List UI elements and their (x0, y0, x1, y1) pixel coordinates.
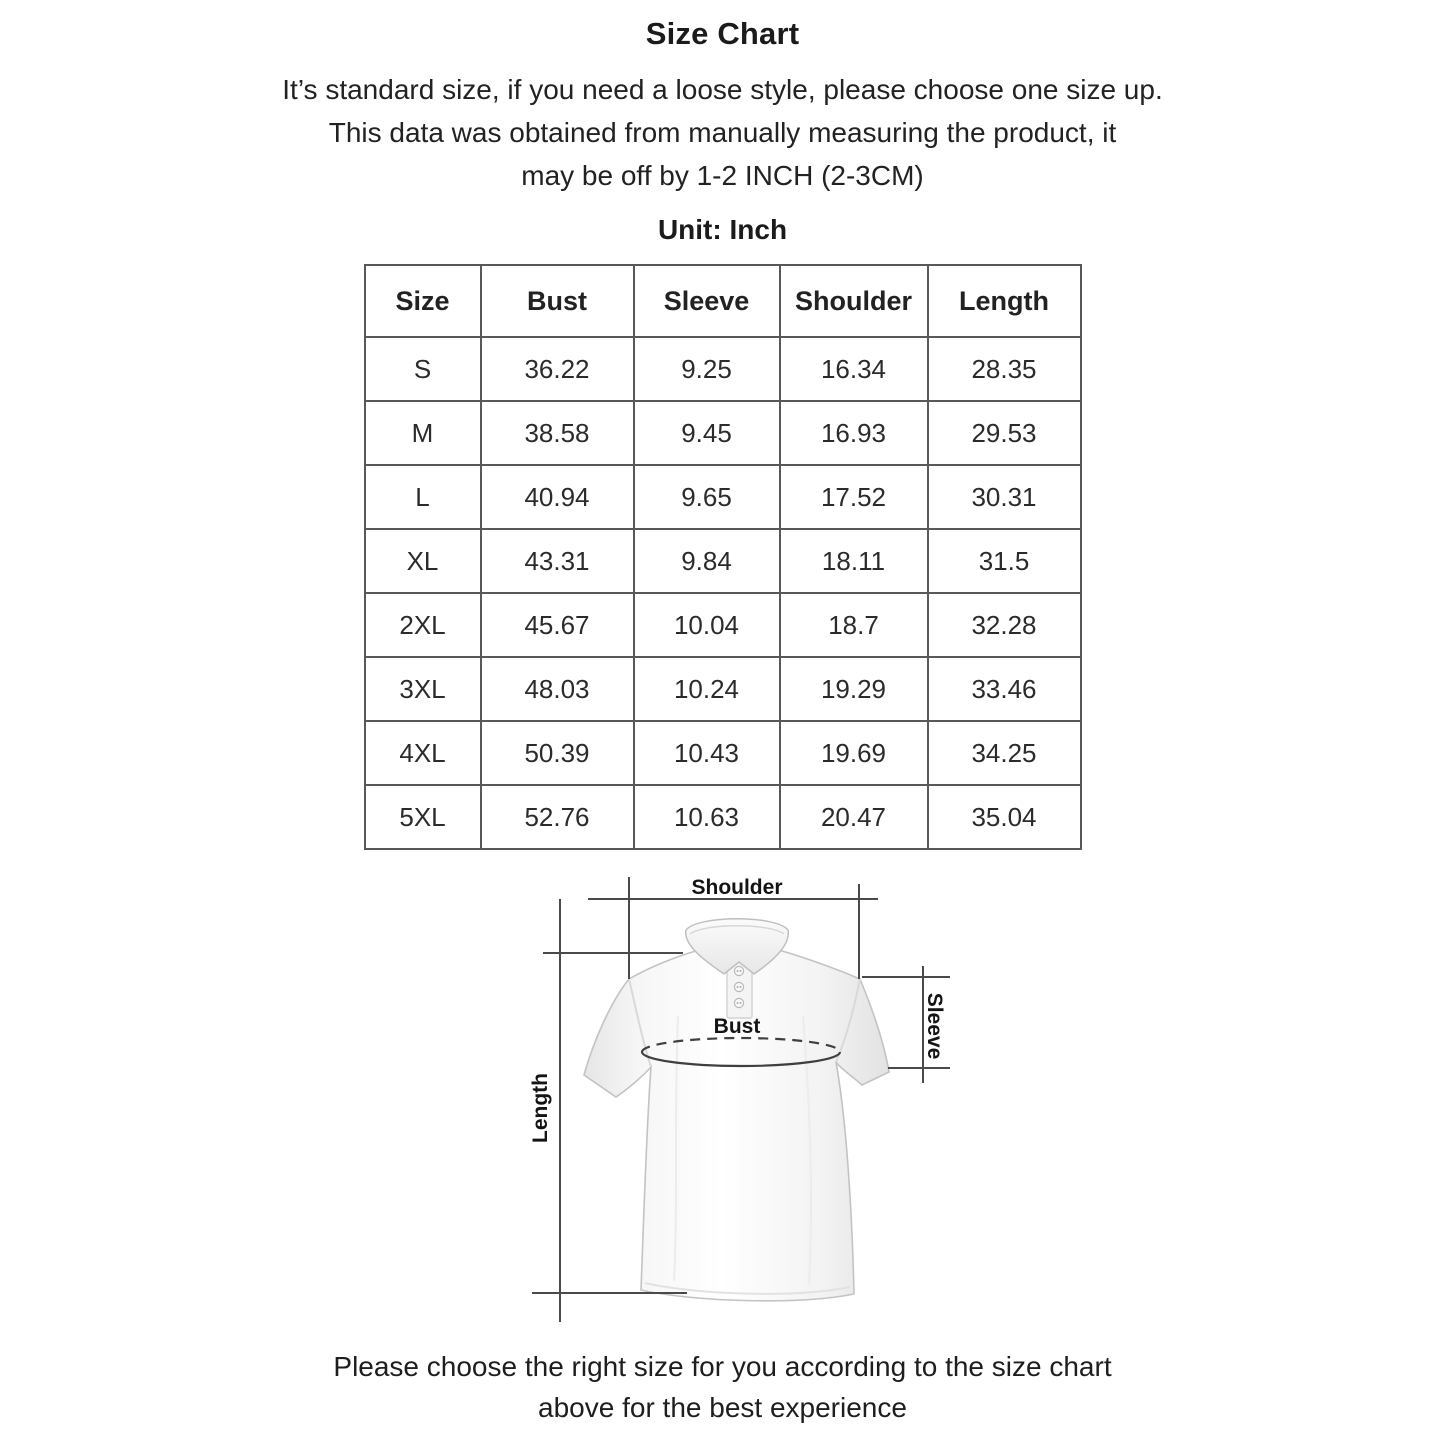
table-cell: 18.7 (780, 593, 928, 657)
table-cell: 2XL (365, 593, 481, 657)
table-cell: 3XL (365, 657, 481, 721)
table-cell: 16.93 (780, 401, 928, 465)
table-cell: 50.39 (481, 721, 634, 785)
table-cell: 29.53 (928, 401, 1081, 465)
table-cell: S (365, 337, 481, 401)
bust-label: Bust (713, 1015, 760, 1038)
table-cell: 20.47 (780, 785, 928, 849)
measurement-diagram (500, 856, 980, 1338)
table-cell: 17.52 (780, 465, 928, 529)
table-row-m (365, 401, 1081, 465)
table-cell: 10.63 (634, 785, 780, 849)
table-cell: 36.22 (481, 337, 634, 401)
table-cell: 52.76 (481, 785, 634, 849)
table-cell: 16.34 (780, 337, 928, 401)
table-row-l (365, 465, 1081, 529)
button-icon (734, 982, 743, 991)
table-row-4xl (365, 721, 1081, 785)
table-cell: 33.46 (928, 657, 1081, 721)
button-icon (734, 966, 743, 975)
footer-note-line-1: Please choose the right size for you according to the size chart (333, 1351, 1112, 1382)
column-header-bust: Bust (481, 265, 634, 337)
size-note (133, 68, 1313, 197)
table-cell: 30.31 (928, 465, 1081, 529)
table-cell: 34.25 (928, 721, 1081, 785)
size-note-line-3: may be off by 1-2 INCH (2-3CM) (521, 160, 924, 191)
table-cell: 43.31 (481, 529, 634, 593)
table-cell: 10.04 (634, 593, 780, 657)
table-cell: 10.43 (634, 721, 780, 785)
table-cell: L (365, 465, 481, 529)
shoulder-label: Shoulder (690, 876, 783, 899)
unit-label: Unit: Inch (657, 214, 788, 245)
table-cell: 35.04 (928, 785, 1081, 849)
table-cell: 5XL (365, 785, 481, 849)
table-cell: 4XL (365, 721, 481, 785)
column-header-shoulder: Shoulder (780, 265, 928, 337)
table-row-s (365, 337, 1081, 401)
size-note-line-2: This data was obtained from manually measuring the product, it (328, 117, 1117, 148)
table-cell: 10.24 (634, 657, 780, 721)
table-cell: M (365, 401, 481, 465)
table-cell: 9.65 (634, 465, 780, 529)
table-cell: 32.28 (928, 593, 1081, 657)
table-row-5xl (365, 785, 1081, 849)
table-cell: 18.11 (780, 529, 928, 593)
column-header-length: Length (928, 265, 1081, 337)
size-table (364, 264, 1082, 850)
table-cell: 9.25 (634, 337, 780, 401)
table-row-2xl (365, 593, 1081, 657)
table-cell: 19.29 (780, 657, 928, 721)
footer-note (163, 1346, 1283, 1428)
table-cell: 45.67 (481, 593, 634, 657)
table-header-row (365, 265, 1081, 337)
table-cell: 31.5 (928, 529, 1081, 593)
table-cell: 28.35 (928, 337, 1081, 401)
footer-note-line-2: above for the best experience (538, 1392, 907, 1423)
polo-shirt-diagram (500, 856, 980, 1338)
table-cell: 9.45 (634, 401, 780, 465)
table-cell: 19.69 (780, 721, 928, 785)
column-header-size: Size (365, 265, 481, 337)
length-label: Length (528, 1073, 552, 1143)
page-title: Size Chart (645, 16, 800, 51)
column-header-sleeve: Sleeve (634, 265, 780, 337)
table-row-xl (365, 529, 1081, 593)
table-cell: 48.03 (481, 657, 634, 721)
table-cell: XL (365, 529, 481, 593)
button-icon (734, 998, 743, 1007)
table-cell: 9.84 (634, 529, 780, 593)
sleeve-label: Sleeve (922, 992, 946, 1060)
table-row-3xl (365, 657, 1081, 721)
table-cell: 38.58 (481, 401, 634, 465)
size-note-line-1: It’s standard size, if you need a loose style, please choose one size up. (282, 74, 1163, 105)
table-cell: 40.94 (481, 465, 634, 529)
